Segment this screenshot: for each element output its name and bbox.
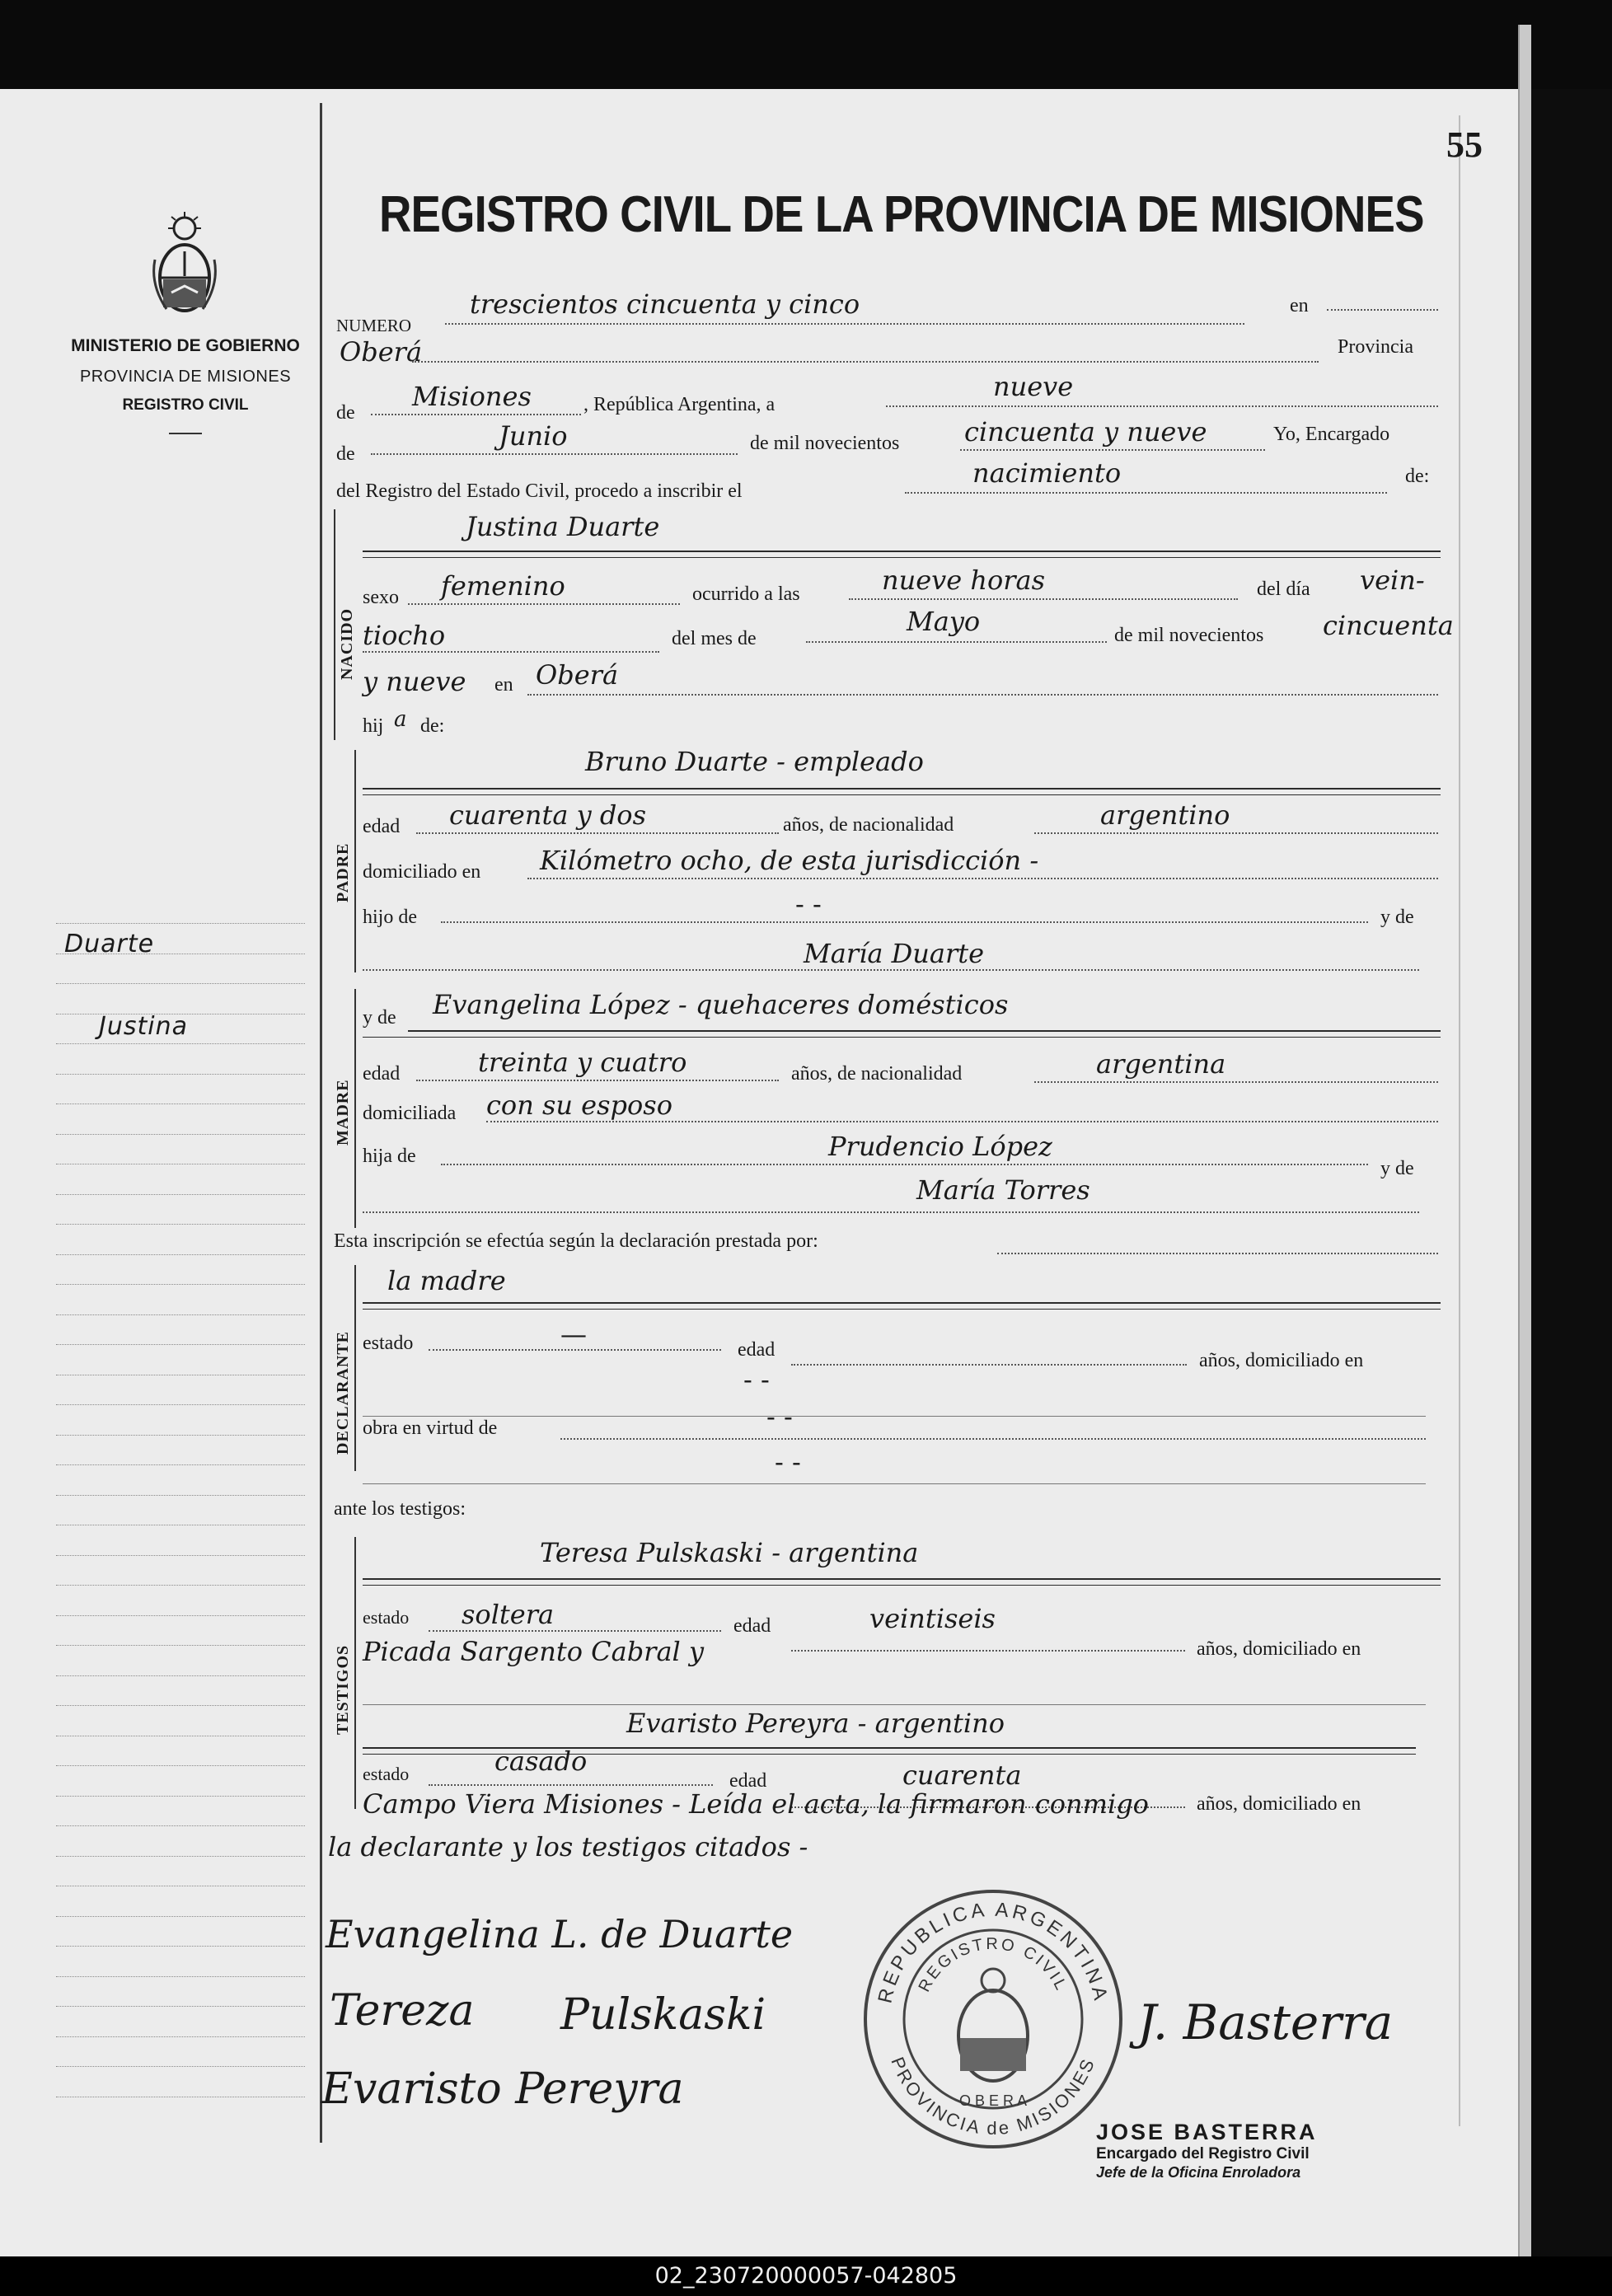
father-mother-line xyxy=(363,969,1419,971)
declarante-section xyxy=(354,1265,356,1471)
witness1-anos-label: años, domiciliado en xyxy=(1197,1638,1361,1660)
father-age-line xyxy=(416,832,779,834)
republica-label: , República Argentina, a xyxy=(583,394,776,415)
del-dia-label: del día xyxy=(1257,579,1310,600)
del-mes-label: del mes de xyxy=(672,628,757,649)
margin-surname: Duarte xyxy=(64,930,155,958)
declarante-dash-1: - - xyxy=(743,1364,770,1395)
born-name-line-2 xyxy=(363,557,1441,558)
mother-mother-line xyxy=(363,1211,1419,1213)
father-nationality-line xyxy=(1034,832,1438,834)
witness1-edad-line xyxy=(791,1650,1185,1652)
ocurrido-label: ocurrido a las xyxy=(692,583,800,605)
born-year-a: cincuenta xyxy=(1323,610,1454,641)
father-hijo-line xyxy=(441,921,1368,923)
obra-line xyxy=(560,1438,1426,1440)
witness1-edad: veintiseis xyxy=(869,1603,996,1634)
margin-rule xyxy=(56,1464,305,1465)
margin-rule xyxy=(56,1134,305,1135)
numero-label: NUMERO xyxy=(336,316,412,335)
madre-section xyxy=(354,989,356,1228)
stamp-bottom-text: PROVINCIA de MISIONES xyxy=(887,2054,1099,2139)
witness1-name-line xyxy=(363,1578,1441,1580)
registro-label: del Registro del Estado Civil, procedo a inscribir el xyxy=(336,480,743,502)
official-block xyxy=(1096,2120,1318,2181)
province-line xyxy=(371,414,581,415)
margin-rule xyxy=(56,1645,305,1646)
nacido-section xyxy=(334,509,335,740)
born-mil-label: de mil novecientos xyxy=(1114,625,1264,646)
declarante-who: la madre xyxy=(387,1265,506,1296)
margin-rule xyxy=(56,2036,305,2037)
madre-section-label: MADRE xyxy=(334,1079,352,1146)
father-name-line-2 xyxy=(363,794,1441,795)
declarante-who-line xyxy=(363,1302,1441,1304)
witness1-name: Teresa Pulskaski - argentina xyxy=(540,1537,919,1568)
province-value: Misiones xyxy=(412,381,532,412)
margin-rule xyxy=(56,983,305,984)
right-edge-line xyxy=(1459,115,1460,2126)
father-mother-name: María Duarte xyxy=(804,938,985,969)
mother-anos-label: años, de nacionalidad xyxy=(791,1063,963,1085)
mother-hija-label: hija de xyxy=(363,1146,416,1167)
margin-rule xyxy=(56,923,305,924)
sex-line xyxy=(408,603,680,605)
page-number: 55 xyxy=(1446,124,1483,165)
margin-rule xyxy=(56,1675,305,1676)
mother-father-line xyxy=(441,1164,1368,1165)
mother-age-value: treinta y cuatro xyxy=(478,1047,687,1078)
en-label: en xyxy=(1290,295,1309,316)
margin-rule xyxy=(56,1765,305,1766)
declarante-who-line-2 xyxy=(363,1309,1441,1310)
declaracion-label: Esta inscripción se efectúa según la declaración prestada por: xyxy=(334,1230,818,1252)
father-name: Bruno Duarte - empleado xyxy=(585,746,924,777)
nacido-section-label: NACIDO xyxy=(338,607,356,680)
signature-witness1-b: Pulskaski xyxy=(560,1990,766,2040)
margin-rule xyxy=(56,2006,305,2007)
witness2-estado: casado xyxy=(494,1745,588,1777)
day-part-a: vein- xyxy=(1360,565,1425,596)
margin-rule xyxy=(56,1435,305,1436)
margin-rule xyxy=(56,1705,305,1706)
de-label-2: de xyxy=(336,443,355,465)
locality-value: Oberá xyxy=(340,336,423,368)
year-value: cincuenta y nueve xyxy=(964,416,1207,447)
sexo-label: sexo xyxy=(363,587,399,608)
mother-address: con su esposo xyxy=(486,1089,672,1121)
mother-nationality-line xyxy=(1034,1081,1438,1083)
act-type-value: nacimiento xyxy=(972,457,1122,489)
witness1-estado-label: estado xyxy=(363,1607,410,1628)
margin-rule xyxy=(56,1555,305,1556)
padre-section xyxy=(354,750,356,972)
stamp-outer-text: REPUBLICA ARGENTINA xyxy=(874,1898,1113,2006)
witness1-estado: soltera xyxy=(462,1599,555,1630)
testigos-section xyxy=(354,1537,356,1809)
svg-text:REGISTRO CIVIL xyxy=(916,1935,1071,1995)
father-name-line xyxy=(363,788,1441,790)
born-month-value: Mayo xyxy=(907,606,981,637)
margin-rule xyxy=(56,1344,305,1345)
mother-y-de-label-2: y de xyxy=(1380,1158,1414,1179)
margin-rule xyxy=(56,2066,305,2067)
closing-text: la declarante y los testigos citados - xyxy=(328,1831,808,1863)
official-title-1: Encargado del Registro Civil xyxy=(1096,2145,1310,2162)
witness2-edad-label: edad xyxy=(729,1770,767,1792)
official-title-2: Jefe de la Oficina Enroladora xyxy=(1096,2164,1301,2181)
mother-age-line xyxy=(416,1080,779,1081)
margin-rule xyxy=(56,1615,305,1616)
witness2-name: Evaristo Pereyra - argentino xyxy=(626,1708,1005,1739)
signature-officer: J. Basterra xyxy=(1137,1994,1394,2050)
declarante-estado-label: estado xyxy=(363,1333,414,1354)
margin-rule xyxy=(56,1946,305,1947)
father-address: Kilómetro ocho, de esta jurisdicción - xyxy=(540,845,1039,876)
father-edad-label: edad xyxy=(363,816,401,837)
hour-line xyxy=(849,598,1238,600)
hour-value: nueve horas xyxy=(882,565,1046,596)
witness1-estado-line xyxy=(429,1630,721,1632)
margin-rule xyxy=(56,1825,305,1826)
declaracion-line xyxy=(997,1253,1438,1254)
de-colon-label: de: xyxy=(1405,466,1430,487)
mother-father-name: Prudencio López xyxy=(828,1131,1052,1162)
margin-rule xyxy=(56,1314,305,1315)
signature-declarante: Evangelina L. de Duarte xyxy=(326,1912,794,1956)
province-name: PROVINCIA DE MISIONES xyxy=(79,368,292,386)
mil-novecientos-label: de mil novecientos xyxy=(750,433,900,454)
margin-rule xyxy=(56,1043,305,1044)
month-value: Junio xyxy=(499,420,568,452)
witness2-estado-line xyxy=(429,1784,713,1786)
mother-name: Evangelina López - quehaceres domésticos xyxy=(433,989,1009,1020)
declarante-edad-label: edad xyxy=(738,1339,776,1361)
hija-de-label: de: xyxy=(420,715,445,737)
margin-rule xyxy=(56,1074,305,1075)
signature-witness1-a: Tereza xyxy=(330,1986,475,2036)
margin-rule xyxy=(56,1404,305,1405)
witness2-estado-label: estado xyxy=(363,1764,410,1784)
day-part-b: tiocho xyxy=(363,620,446,651)
official-name: JOSE BASTERRA xyxy=(1096,2120,1318,2144)
testigos-section-label: TESTIGOS xyxy=(334,1644,352,1735)
provincia-label: Provincia xyxy=(1338,336,1413,358)
month-line xyxy=(371,453,738,455)
father-hijo-label: hijo de xyxy=(363,907,417,928)
testigos-label: ante los testigos: xyxy=(334,1498,466,1520)
mother-edad-label: edad xyxy=(363,1063,401,1085)
born-year-b: y nueve xyxy=(363,666,466,697)
margin-given-name: Justina xyxy=(99,1012,188,1041)
declarante-anos-label: años, domiciliado en xyxy=(1199,1350,1364,1371)
born-name: Justina Duarte xyxy=(466,511,660,542)
mother-domicilio-label: domiciliada xyxy=(363,1103,457,1124)
act-type-line xyxy=(905,492,1387,494)
witness2-domicilio: Campo Viera Misiones - Leída el acta, la firmaron conmigo xyxy=(363,1788,1149,1820)
en-line xyxy=(1327,309,1438,311)
margin-rule xyxy=(56,1284,305,1285)
obra-label: obra en virtud de xyxy=(363,1417,498,1439)
mother-address-line xyxy=(486,1121,1438,1122)
sex-value: femenino xyxy=(441,570,565,602)
margin-rule xyxy=(56,1796,305,1797)
numero-value: trescientos cincuenta y cinco xyxy=(470,288,860,320)
margin-rule xyxy=(56,1856,305,1857)
margin-rule xyxy=(56,1254,305,1255)
numero-line xyxy=(445,323,1244,325)
mother-name-line xyxy=(408,1030,1441,1032)
declarante-bottom-line xyxy=(363,1483,1426,1484)
day-value: nueve xyxy=(993,371,1074,402)
obra-value: - - xyxy=(766,1401,793,1432)
father-y-de-label: y de xyxy=(1380,907,1414,928)
day-line xyxy=(886,405,1438,407)
yo-encargado-label: Yo, Encargado xyxy=(1273,424,1390,445)
mother-y-de-label: y de xyxy=(363,1007,396,1029)
padre-section-label: PADRE xyxy=(334,842,352,902)
father-nationality: argentino xyxy=(1100,799,1230,831)
born-place-line xyxy=(527,694,1438,696)
margin-rule xyxy=(56,1103,305,1104)
page-title: REGISTRO CIVIL DE LA PROVINCIA DE MISIONES xyxy=(379,186,1424,243)
locality-line xyxy=(412,361,1319,363)
witness1-domicilio: Picada Sargento Cabral y xyxy=(363,1636,705,1667)
margin-rule xyxy=(56,1224,305,1225)
declarante-dash-2: - - xyxy=(775,1446,801,1478)
declarante-address-line xyxy=(363,1416,1426,1417)
father-address-line xyxy=(527,878,1438,879)
declarante-estado-value: — xyxy=(560,1319,587,1350)
born-month-line xyxy=(806,641,1107,643)
father-domicilio-label: domiciliado en xyxy=(363,861,481,883)
witness1-name-line-2 xyxy=(363,1585,1441,1586)
stamp-inner-text: REGISTRO CIVIL xyxy=(915,1934,1071,1995)
declarante-section-label: DECLARANTE xyxy=(334,1330,352,1455)
margin-rule xyxy=(56,1495,305,1496)
born-en-label: en xyxy=(494,674,513,696)
declarante-estado-line xyxy=(429,1349,721,1351)
born-place-value: Oberá xyxy=(536,659,619,691)
declarante-edad-line xyxy=(791,1364,1187,1366)
ministry-header xyxy=(49,336,321,434)
father-hijo-value: - - xyxy=(795,888,822,920)
margin-rule xyxy=(56,1585,305,1586)
header-divider xyxy=(169,433,202,434)
father-anos-label: años, de nacionalidad xyxy=(783,814,954,836)
file-caption: 02_230720000057-042805 xyxy=(0,2256,1612,2296)
mother-mother-name: María Torres xyxy=(916,1174,1090,1206)
father-age-value: cuarenta y dos xyxy=(449,799,646,831)
margin-rule xyxy=(56,1976,305,1977)
official-stamp-icon xyxy=(857,1883,1129,2155)
stamp-city-text: O B E R A xyxy=(958,2092,1028,2109)
margin-rule xyxy=(56,1194,305,1195)
ministry-name: MINISTERIO DE GOBIERNO xyxy=(71,336,300,355)
scan-background-top xyxy=(0,0,1612,89)
witness1-edad-label: edad xyxy=(733,1615,771,1637)
margin-rule xyxy=(56,1916,305,1917)
hija-label: hij xyxy=(363,715,384,737)
born-day-line xyxy=(363,651,659,653)
registry-name: REGISTRO CIVIL xyxy=(122,396,249,414)
witness2-edad: cuarenta xyxy=(902,1759,1022,1791)
de-label: de xyxy=(336,402,355,424)
mother-nationality: argentina xyxy=(1096,1048,1226,1080)
page-edge xyxy=(1518,25,1531,2266)
year-line xyxy=(960,449,1265,451)
born-name-line xyxy=(363,551,1441,552)
signature-witness2: Evaristo Pereyra xyxy=(321,2064,684,2114)
mother-name-line-2 xyxy=(363,1037,1441,1038)
hija-suffix: a xyxy=(394,707,407,732)
witness1-domicilio-line xyxy=(363,1704,1426,1705)
witness2-anos-label: años, domiciliado en xyxy=(1197,1793,1361,1815)
coat-of-arms-icon xyxy=(147,210,223,321)
